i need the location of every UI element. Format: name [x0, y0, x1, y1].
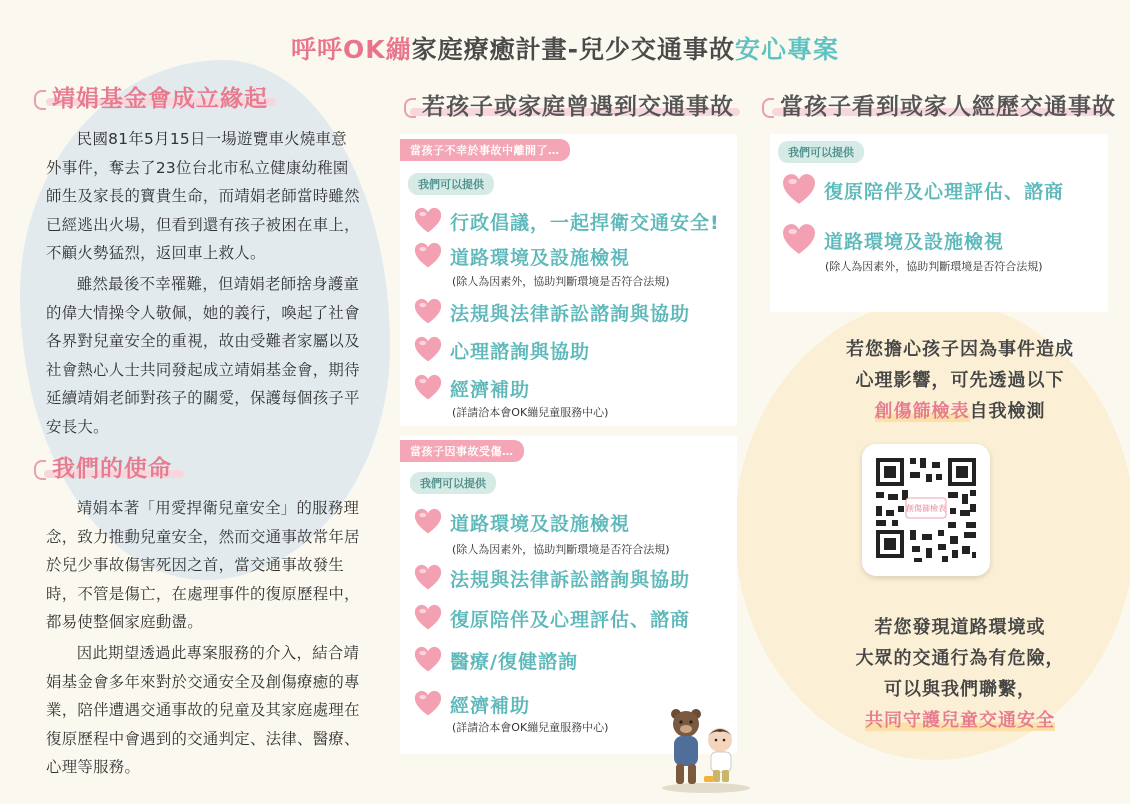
- heart-icon: [414, 207, 442, 235]
- witness-item-road: 道路環境及設施檢視: [782, 223, 1004, 257]
- card1-item-counsel: 心理諮詢與協助: [414, 336, 590, 364]
- heart-icon: [414, 242, 442, 270]
- heart-icon: [414, 690, 442, 718]
- heart-icon: [782, 223, 816, 257]
- bear-and-child-illustration: [656, 706, 756, 794]
- heart-icon: [414, 564, 442, 592]
- heart-icon: [414, 298, 442, 326]
- section-title-witness: 當孩子看到或家人經歷交通事故: [762, 88, 1116, 121]
- card1-item-legal: 法規與法律訴訟諮詢與協助: [414, 298, 690, 326]
- card1-header: 當孩子不幸於事故中離開了…: [400, 139, 570, 161]
- card2-pill: 我們可以提供: [410, 472, 496, 494]
- qr-label: 創傷篩檢表: [906, 504, 946, 513]
- title-main: 家庭療癒計畫-兒少交通事故: [411, 35, 735, 64]
- section-title-origin: 靖娟基金會成立緣起: [34, 80, 268, 113]
- card1-item-advocacy: 行政倡議，一起捍衛交通安全!: [414, 207, 720, 235]
- witness-note-road: (除人為因素外，協助判斷環境是否符合法規): [825, 260, 1043, 273]
- page-title: [0, 30, 1130, 66]
- card2-item-medical: 醫療/復健諮詢: [414, 646, 578, 674]
- contact-highlight: 共同守護兒童交通安全: [865, 710, 1055, 731]
- origin-paragraph-1: 民國81年5月15日一場遊覽車火燒車意外事件，奪去了23位台北市私立健康幼稚園師生及家長的寶貴生命，而靖娟老師當時雖然已經逃出火場，但看到還有孩子被困在車上，不顧火勢猛烈，返回車上救人。: [46, 130, 360, 262]
- witness-item-recovery: 復原陪伴及心理評估、諮商: [782, 173, 1064, 207]
- card2-note-road: (除人為因素外，協助判斷環境是否符合法規): [452, 543, 670, 556]
- mission-paragraph-2: 因此期望透過此專案服務的介入，結合靖娟基金會多年來對於交通安全及創傷療癒的專業，陪伴遭遇交通事故的兒童及其家庭處理在復原歷程中會遇到的交通判定、法律、醫療、心理等服務。: [46, 644, 360, 776]
- heart-icon: [414, 604, 442, 632]
- heart-icon: [414, 646, 442, 674]
- card1-note-road: (除人為因素外，協助判斷環境是否符合法規): [452, 275, 670, 288]
- card2-item-road: 道路環境及設施檢視: [414, 508, 630, 536]
- mission-paragraph-1: 靖娟本著「用愛捍衛兒童安全」的服務理念，致力推動兒童安全，然而交通事故常年居於兒少事故傷害死因之首，當交通事故發生時，不管是傷亡，在處理事件的復原歷程中，都易使整個家庭動盪。: [46, 499, 360, 631]
- title-brand: 呼呼OK繃: [290, 35, 412, 64]
- section-title-accident: 若孩子或家庭曾遇到交通事故: [404, 88, 734, 121]
- card1-item-economic: 經濟補助: [414, 374, 530, 402]
- witness-pill: 我們可以提供: [778, 141, 864, 163]
- heart-icon: [782, 173, 816, 207]
- contact-text: 若您發現道路環境或 大眾的交通行為有危險， 可以與我們聯繫， 共同守護兒童交通安全: [855, 617, 1065, 731]
- heart-icon: [414, 336, 442, 364]
- card1-note-econ: (詳請洽本會OK繃兒童服務中心): [452, 406, 609, 419]
- heart-icon: [414, 508, 442, 536]
- section-title-mission: 我們的使命: [34, 450, 172, 483]
- screening-text: 若您擔心孩子因為事件造成 心理影響，可先透過以下 創傷篩檢表自我檢測: [846, 339, 1074, 422]
- title-suffix: 安心專案: [735, 35, 840, 64]
- card1-item-road: 道路環境及設施檢視: [414, 242, 630, 270]
- card2-item-economic: 經濟補助: [414, 690, 530, 718]
- card2-note-econ: (詳請洽本會OK繃兒童服務中心): [452, 721, 609, 734]
- card2-item-legal: 法規與法律訴訟諮詢與協助: [414, 564, 690, 592]
- screening-highlight: 創傷篩檢表: [874, 401, 970, 422]
- heart-icon: [414, 374, 442, 402]
- card2-item-recovery: 復原陪伴及心理評估、諮商: [414, 604, 690, 632]
- card1-pill: 我們可以提供: [408, 173, 494, 195]
- qr-code[interactable]: [862, 444, 990, 576]
- origin-paragraph-2: 雖然最後不幸罹難，但靖娟老師捨身護童的偉大情操令人敬佩，她的義行，喚起了社會各界對兒童安全的重視，故由受難者家屬以及社會熱心人士共同發起成立靖娟基金會，期待延續靖娟老師對孩子的關愛，保護每個孩子平安長大。: [46, 275, 360, 436]
- card2-header: 當孩子因事故受傷…: [400, 440, 524, 462]
